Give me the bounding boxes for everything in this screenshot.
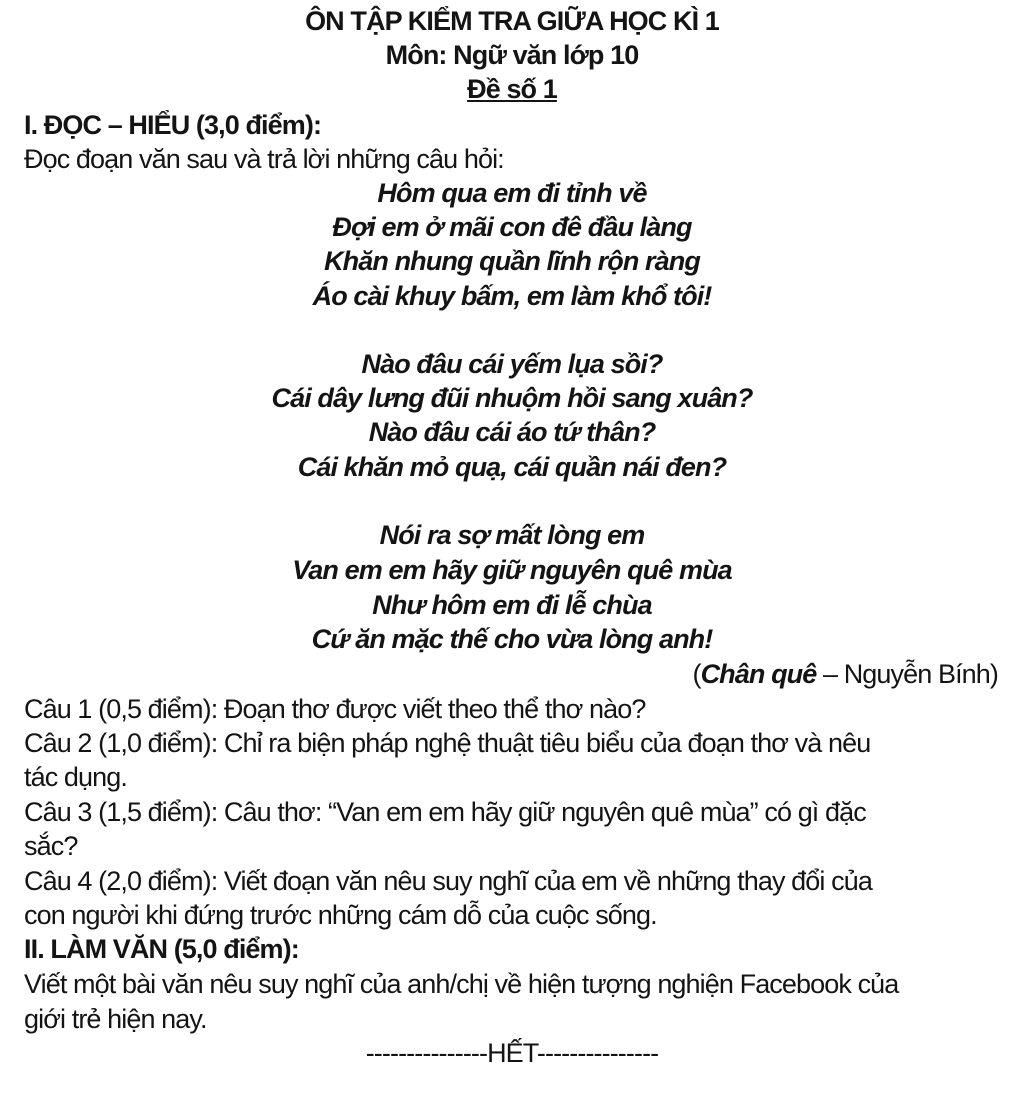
poem-attribution bbox=[692, 657, 998, 691]
section-2-heading: II. LÀM VĂN (5,0 điểm): bbox=[24, 934, 299, 964]
section-1-heading: I. ĐỌC – HIỂU (3,0 điểm): bbox=[24, 110, 322, 140]
question-1: Câu 1 (0,5 điểm): Đoạn thơ được viết theo thể thơ nào? bbox=[24, 694, 646, 724]
poem-line: Hôm qua em đi tỉnh về bbox=[377, 178, 647, 208]
attribution-work: Chân quê bbox=[700, 659, 817, 689]
end-marker: ---------------HẾT--------------- bbox=[365, 1038, 659, 1068]
question-3-line-1: Câu 3 (1,5 điểm): Câu thơ: “Van em em hãy giữ nguyên quê mùa” có gì đặc bbox=[24, 797, 866, 827]
poem-line: Khăn nhung quần lĩnh rộn ràng bbox=[324, 246, 700, 276]
poem-line: Áo cài khuy bấm, em làm khổ tôi! bbox=[312, 281, 712, 311]
question-2-line-2: tác dụng. bbox=[24, 762, 127, 792]
exam-number: Đề số 1 bbox=[467, 74, 557, 104]
exam-number-wrapper bbox=[0, 72, 1024, 106]
question-4-line-2: con người khi đứng trước những cám dỗ của cuộc sống. bbox=[24, 900, 657, 930]
document-title: ÔN TẬP KIỂM TRA GIỮA HỌC KÌ 1 bbox=[305, 6, 719, 36]
attribution-author: – Nguyễn Bính) bbox=[816, 659, 998, 689]
poem-line: Cái khăn mỏ quạ, cái quần nái đen? bbox=[297, 452, 727, 482]
attribution-open: ( bbox=[692, 659, 701, 689]
poem-line: Như hôm em đi lễ chùa bbox=[372, 590, 652, 620]
question-4-line-1: Câu 4 (2,0 điểm): Viết đoạn văn nêu suy nghĩ của em về những thay đổi của bbox=[24, 866, 872, 896]
poem-line: Cái dây lưng đũi nhuộm hồi sang xuân? bbox=[271, 383, 753, 413]
poem-line: Đợi em ở mãi con đê đầu làng bbox=[332, 212, 692, 242]
section-1-instruction: Đọc đoạn văn sau và trả lời những câu hỏi: bbox=[24, 144, 504, 174]
poem-line: Nào đâu cái yếm lụa sồi? bbox=[361, 349, 663, 379]
poem-line: Van em em hãy giữ nguyên quê mùa bbox=[292, 555, 732, 585]
poem-line: Cứ ăn mặc thế cho vừa lòng anh! bbox=[311, 624, 713, 654]
section-2-prompt-line-2: giới trẻ hiện nay. bbox=[24, 1004, 207, 1034]
poem-line: Nào đâu cái áo tứ thân? bbox=[368, 417, 656, 447]
section-2-prompt-line-1: Viết một bài văn nêu suy nghĩ của anh/chị về hiện tượng nghiện Facebook của bbox=[24, 969, 899, 999]
subject-line: Môn: Ngữ văn lớp 10 bbox=[385, 40, 639, 70]
question-3-line-2: sắc? bbox=[24, 831, 78, 861]
question-2-line-1: Câu 2 (1,0 điểm): Chỉ ra biện pháp nghệ thuật tiêu biểu của đoạn thơ và nêu bbox=[24, 728, 871, 758]
poem-line: Nói ra sợ mất lòng em bbox=[379, 520, 645, 550]
